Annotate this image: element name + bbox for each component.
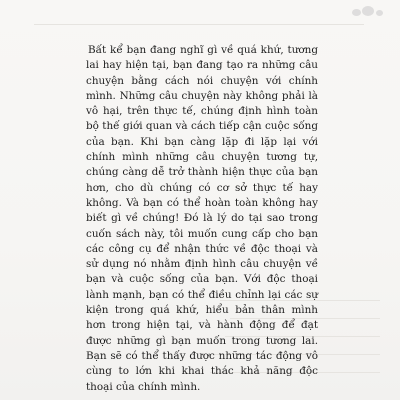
show-through-line [34, 24, 364, 25]
body-paragraph: Bất kể bạn đang nghĩ gì về quá khứ, tương lai hay hiện tại, bạn đang tạo ra những câu chuyện bằng cách nói chuyện với chính mình. Những câu chuyện này không phải là vô hại, trên thực tế, chúng định hình toàn bộ thế giới quan và cách tiếp cận cuộc sống của bạn. Khi bạn càng lặp đi lặp lại với chính mình những câu chuyện tương tự, chúng càng dễ trở thành hiện thực của bạn hơn, cho dù chúng có cơ sở thực tế hay không. Và bạn có thể hoàn toàn không hay biết gì về chúng! Đó là lý do tại sao trong cuốn sách này, tôi muốn cung cấp cho bạn các công cụ để nhận thức về độc thoại và sử dụng nó nhằm định hình câu chuyện về bạn và cuộc sống của bạn. Với độc thoại lành mạnh, bạn có thể điều chỉnh lại các sự kiện trong quá khứ, hiểu bản thân mình hơn trong hiện tại, và hành động để đạt được những gì bạn muốn trong tương lai. Bạn sẽ có thể thấy được những tác động vô cùng to lớn khi khai thác khả năng độc thoại của chính mình. [86, 44, 318, 393]
show-through-mark [352, 6, 392, 18]
